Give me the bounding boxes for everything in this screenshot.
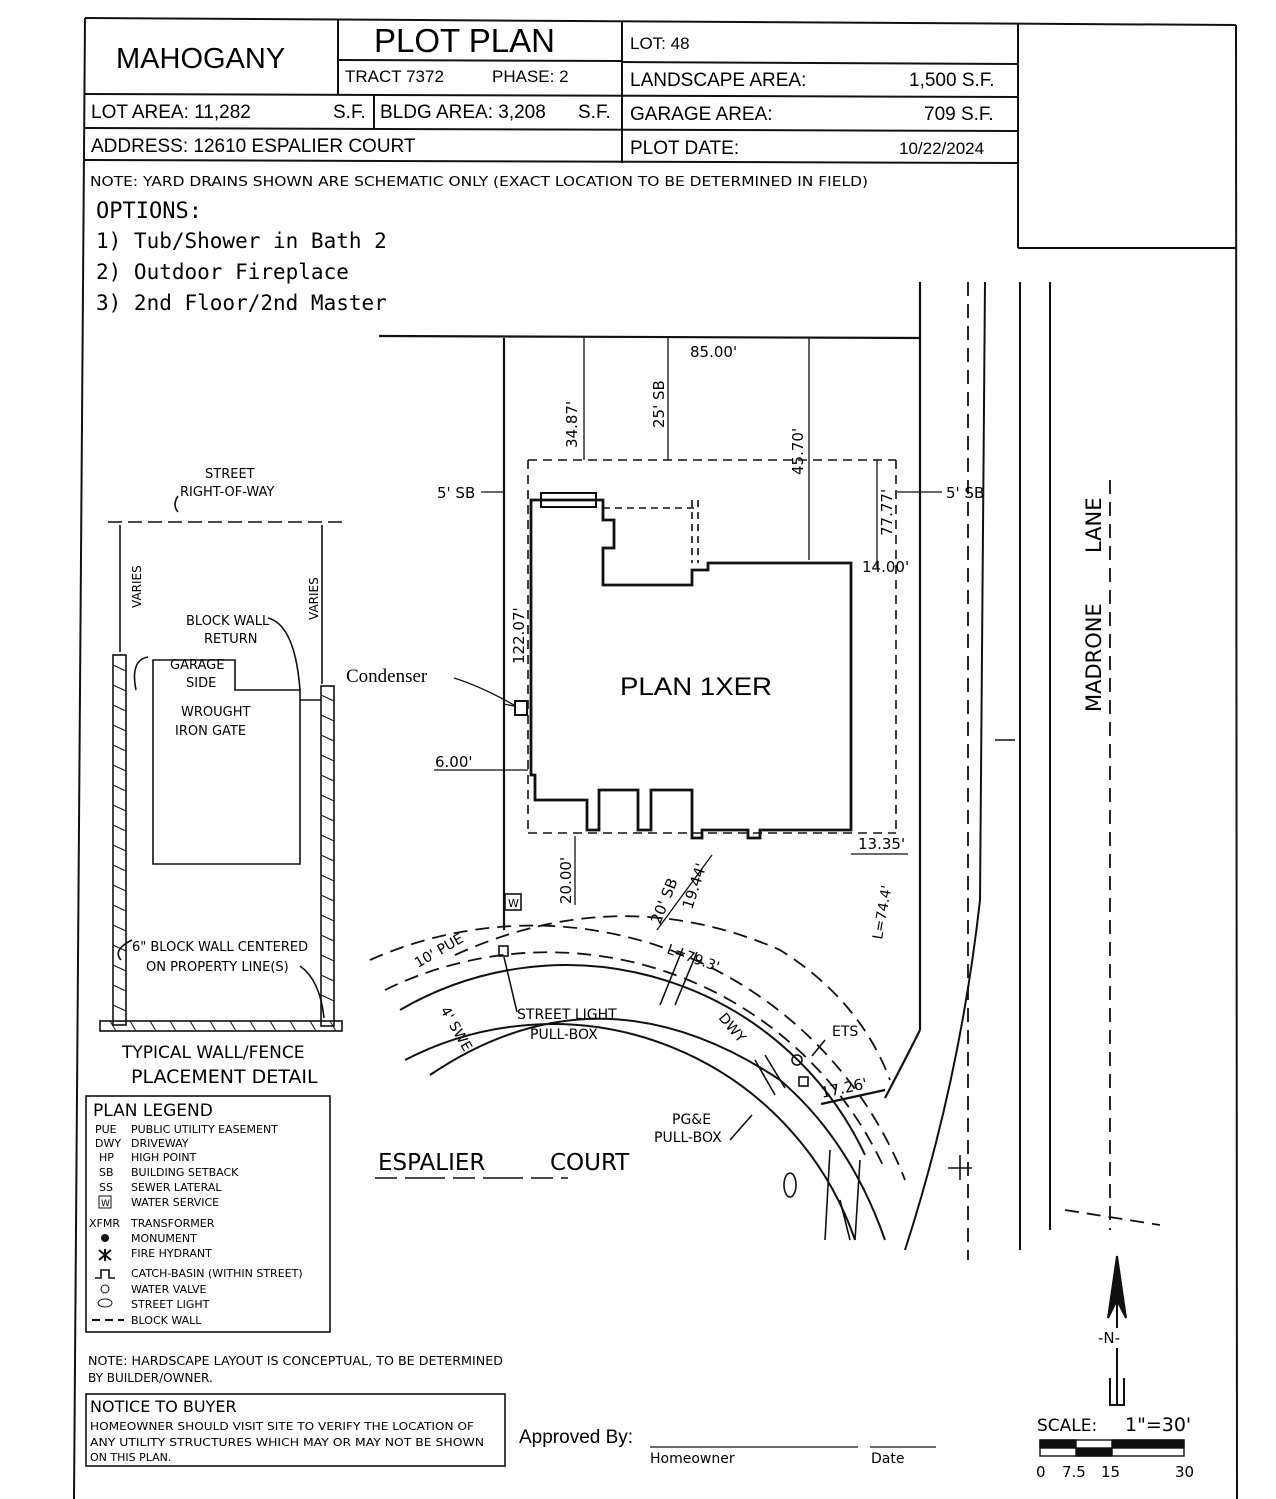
dim-13-35: 13.35' <box>858 835 906 853</box>
legend-title: PLAN LEGEND <box>93 1101 213 1121</box>
notice-line: ON THIS PLAN. <box>90 1451 172 1464</box>
bldg-area-unit: S.F. <box>578 102 611 123</box>
legend-text: DRIVEWAY <box>131 1137 189 1150</box>
house-dashed-portion <box>603 500 698 563</box>
detail-block-wall-return-1: BLOCK WALL <box>186 614 270 629</box>
hardscape-note-2: BY BUILDER/OWNER. <box>88 1371 213 1385</box>
scale-tick-label: 30 <box>1175 1463 1195 1481</box>
dim-arc-74: L=74.4' <box>870 884 896 941</box>
plot-date-value: 10/22/2024 <box>899 139 985 158</box>
dim-arc-79: L=79.3' <box>664 941 722 976</box>
scale-tick-label: 0 <box>1036 1463 1046 1481</box>
pge-label-2: PULL-BOX <box>654 1130 722 1146</box>
dim-6-00: 6.00' <box>435 753 473 771</box>
legend-text: SEWER LATERAL <box>131 1181 222 1194</box>
landscape-value: 1,500 S.F. <box>909 70 995 91</box>
swe-label: 4' SWE <box>436 1004 475 1055</box>
dim-122-07: 122.07' <box>510 607 528 664</box>
driveway-label: DWY <box>714 1010 749 1046</box>
address-label: ADDRESS: 12610 ESPALIER COURT <box>91 136 416 157</box>
sheet-title: PLOT PLAN <box>374 22 555 59</box>
dim-45-70: 45.70' <box>789 427 807 475</box>
street-curbs <box>400 282 1050 1250</box>
monument-icon <box>101 1234 109 1242</box>
condenser-label: Condenser <box>346 666 428 687</box>
legend-text: PUBLIC UTILITY EASEMENT <box>131 1123 278 1136</box>
scale-tick-label: 15 <box>1101 1463 1121 1481</box>
north-label: -N- <box>1098 1329 1121 1347</box>
date-caption: Date <box>871 1451 905 1467</box>
legend-abbr: W <box>101 1199 110 1209</box>
plan-name: PLAN 1XER <box>620 673 772 701</box>
plot-date-label: PLOT DATE: <box>630 138 740 159</box>
street-name-madrone: MADRONE <box>1082 603 1106 712</box>
landscape-label: LANDSCAPE AREA: <box>630 70 807 91</box>
detail-caption-1: TYPICAL WALL/FENCE <box>122 1043 305 1063</box>
detail-garage-side-2: SIDE <box>186 676 217 691</box>
water-service-label: W <box>508 897 519 910</box>
lot-label: LOT: 48 <box>630 34 690 53</box>
hardscape-note-1: NOTE: HARDSCAPE LAYOUT IS CONCEPTUAL, TO BE DETERMINED <box>88 1354 503 1368</box>
dim-77-77: 77.77' <box>878 488 896 536</box>
dim-right-setback: 5' SB <box>946 484 985 502</box>
legend-text: BLOCK WALL <box>131 1314 202 1327</box>
garage-area-label: GARAGE AREA: <box>630 104 773 125</box>
detail-caption-2: PLACEMENT DETAIL <box>131 1066 318 1088</box>
lot-area-label: LOT AREA: 11,282 <box>91 102 251 123</box>
dim-left-setback: 5' SB <box>437 484 476 502</box>
street-light-label-1: STREET LIGHT <box>517 1007 617 1023</box>
detail-block-wall-return-2: RETURN <box>204 632 258 647</box>
options-title: OPTIONS: <box>96 199 202 224</box>
legend-text: HIGH POINT <box>131 1151 197 1164</box>
legend-rows <box>89 1123 303 1327</box>
scale-tick-label: 7.5 <box>1062 1463 1086 1481</box>
street-name-lane: LANE <box>1082 497 1106 553</box>
yard-drain-note: NOTE: YARD DRAINS SHOWN ARE SCHEMATIC ONLY (EXACT LOCATION TO BE DETERMINED IN FIELD) <box>90 175 868 190</box>
dim-top-frontage: 85.00' <box>690 343 738 361</box>
legend-text: BUILDING SETBACK <box>131 1166 239 1179</box>
dim-20-00: 20.00' <box>557 856 575 904</box>
detail-street-2: RIGHT-OF-WAY <box>180 485 275 500</box>
dim-14-00: 14.00' <box>862 558 910 576</box>
street-light-label-2: PULL-BOX <box>530 1027 598 1043</box>
legend-abbr: PUE <box>95 1123 117 1136</box>
street-name-court: COURT <box>550 1150 630 1176</box>
tract-label: TRACT 7372 <box>345 67 444 86</box>
notice-line: HOMEOWNER SHOULD VISIT SITE TO VERIFY THE LOCATION OF <box>90 1420 474 1433</box>
legend-text: STREET LIGHT <box>131 1298 210 1311</box>
detail-iron-gate-2: IRON GATE <box>175 724 247 739</box>
phase-label: PHASE: 2 <box>492 67 569 86</box>
garage-area-value: 709 S.F. <box>924 104 994 125</box>
detail-varies-left: VARIES <box>130 565 144 608</box>
detail-street-1: STREET <box>205 467 255 482</box>
detail-iron-gate-1: WROUGHT <box>181 705 251 720</box>
legend-abbr: SS <box>99 1181 113 1194</box>
approved-by-label: Approved By: <box>519 1427 634 1448</box>
option-item: 2) Outdoor Fireplace <box>96 260 349 284</box>
legend-text: WATER SERVICE <box>131 1196 220 1209</box>
legend-text: MONUMENT <box>131 1232 197 1245</box>
pge-label-1: PG&E <box>672 1112 712 1128</box>
condenser-pad <box>515 701 527 715</box>
notice-title: NOTICE TO BUYER <box>90 1397 237 1416</box>
dim-34-87: 34.87' <box>563 400 581 448</box>
detail-garage-side-1: GARAGE <box>170 658 225 673</box>
dim-front-setback: 20' SB <box>647 875 682 927</box>
legend-text: FIRE HYDRANT <box>131 1247 212 1260</box>
water-valve-icon <box>101 1285 109 1293</box>
legend-text: CATCH-BASIN (WITHIN STREET) <box>131 1267 303 1280</box>
option-item: 3) 2nd Floor/2nd Master <box>96 291 387 315</box>
catch-basin-icon <box>95 1270 115 1278</box>
legend-abbr: DWY <box>95 1137 122 1150</box>
street-dashed <box>370 282 1160 1260</box>
street-light-icon <box>98 1299 112 1307</box>
lot-area-unit: S.F. <box>333 102 366 123</box>
detail-varies-right: VARIES <box>307 577 321 620</box>
scale-bar <box>1040 1440 1184 1456</box>
street-name-espalier: ESPALIER <box>378 1150 486 1176</box>
house-footprint <box>531 500 851 838</box>
pue-label: 10' PUE <box>412 930 467 972</box>
legend-abbr: HP <box>99 1151 114 1164</box>
setback-lines <box>528 460 896 833</box>
detail-block-wall-2: ON PROPERTY LINE(S) <box>146 960 289 975</box>
legend-text: TRANSFORMER <box>131 1217 215 1230</box>
dim-17-26: 17.26' <box>819 1074 869 1102</box>
dim-19-44: 19.44' <box>678 860 711 912</box>
bldg-area-label: BLDG AREA: 3,208 <box>380 102 546 123</box>
ets-label: ETS <box>832 1024 859 1040</box>
legend-abbr: XFMR <box>89 1217 120 1230</box>
model-name: MAHOGANY <box>116 43 286 75</box>
fire-hydrant-icon <box>99 1249 111 1261</box>
option-item: 1) Tub/Shower in Bath 2 <box>96 229 387 253</box>
scale-label: SCALE: <box>1037 1416 1098 1436</box>
dim-rear-setback: 25' SB <box>650 380 668 428</box>
notice-line: ANY UTILITY STRUCTURES WHICH MAY OR MAY NOT BE SHOWN <box>90 1436 484 1449</box>
homeowner-caption: Homeowner <box>650 1451 735 1467</box>
legend-text: WATER VALVE <box>131 1283 207 1296</box>
legend-abbr: SB <box>99 1166 114 1179</box>
detail-block-wall-1: 6" BLOCK WALL CENTERED <box>132 940 309 955</box>
scale-value: 1"=30' <box>1125 1414 1192 1436</box>
